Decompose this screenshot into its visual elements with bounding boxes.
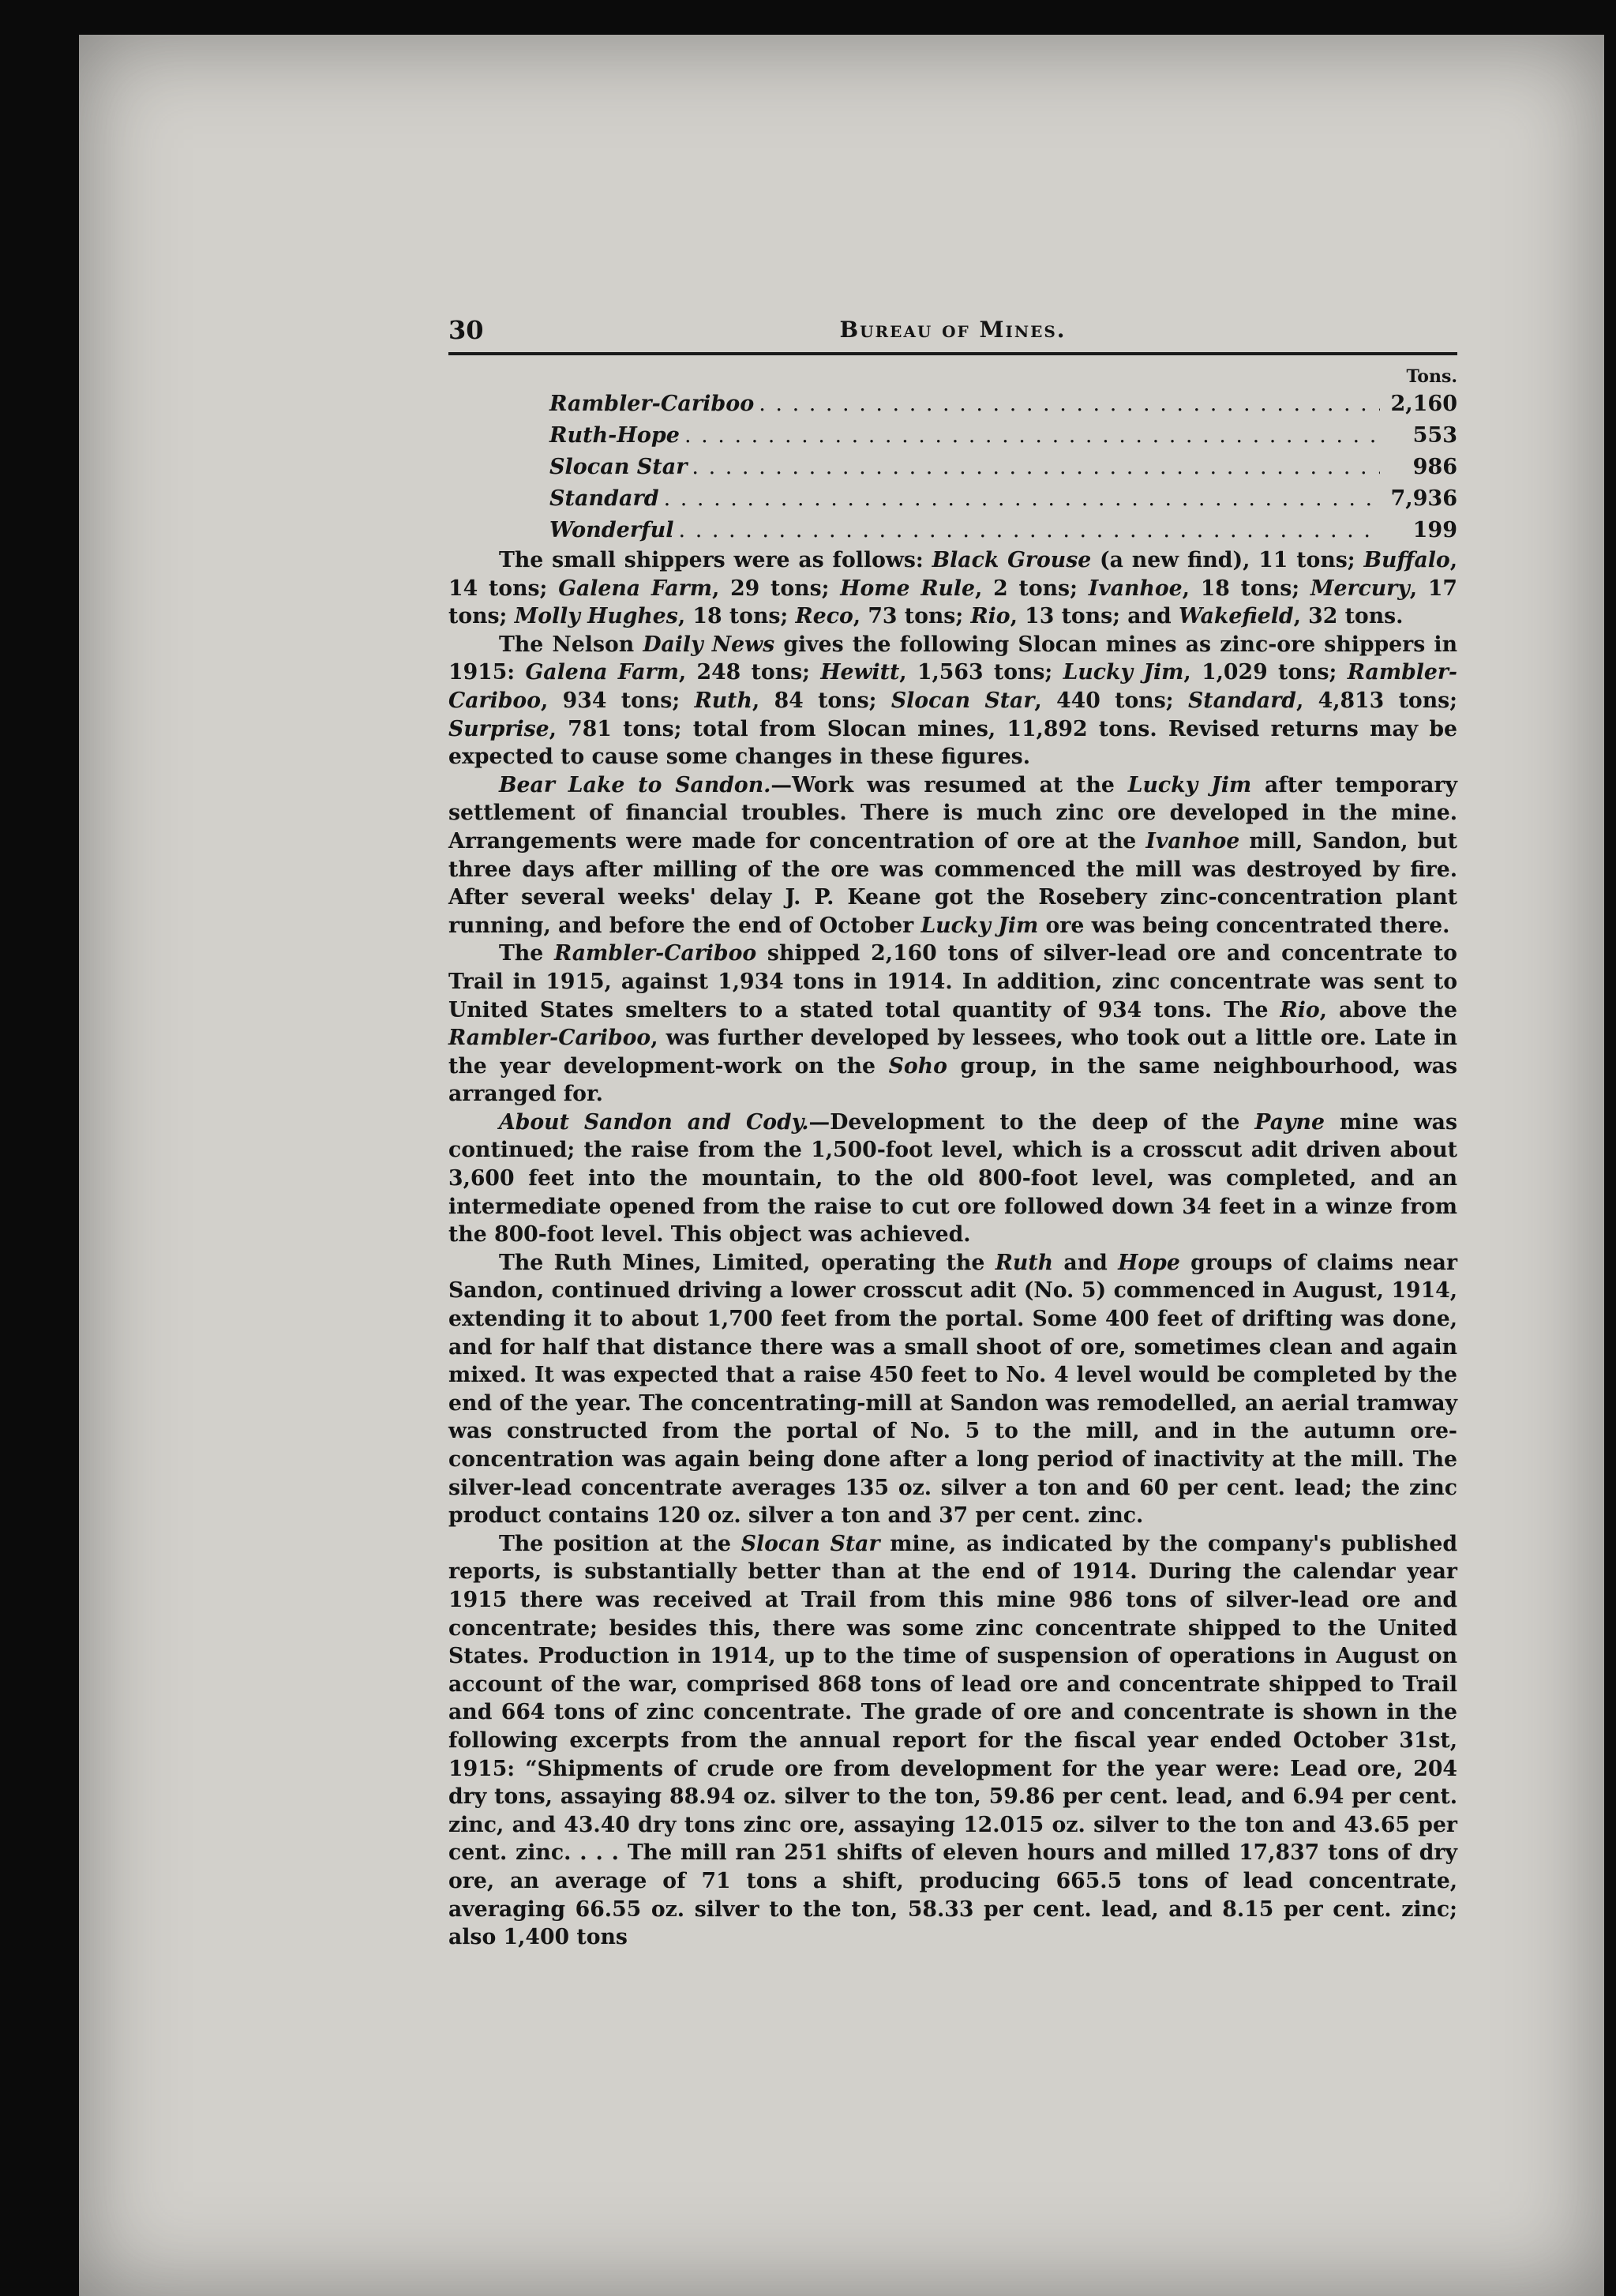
- leader-dots: [684, 420, 1380, 452]
- italic-term: Bear Lake to Sandon.: [499, 772, 771, 797]
- text-run: The Nelson: [499, 632, 643, 657]
- mine-name: Slocan Star: [549, 455, 688, 479]
- paragraph-bear-lake-to-sandon: [448, 771, 1457, 940]
- italic-term: Standard: [1187, 688, 1296, 713]
- text-run: , 1,563 tons;: [899, 660, 1063, 685]
- italic-term: Rambler-Cariboo: [448, 660, 1458, 713]
- leader-dots: [664, 483, 1380, 515]
- italic-term: Slocan Star: [741, 1531, 880, 1556]
- text-run: mine was continued; the raise from the 1,500-foot level, which is a crosscut adit driven about 3,600 feet into the mountain, to the old 800-foot level, was completed, and an intermediate opened from the raise to cut ore followed down 34 feet in a winze from the 800-foot level. This object was achieved.: [448, 1109, 1457, 1247]
- leader-dots: [759, 388, 1380, 420]
- leader-dots: [692, 452, 1380, 483]
- italic-term: Ivanhoe: [1088, 576, 1183, 601]
- table-row: [549, 452, 1457, 483]
- mine-name: Rambler-Cariboo: [549, 392, 755, 416]
- text-run: , 781 tons; total from Slocan mines, 11,892 tons. Revised returns may be expected to cause some changes in these figures.: [448, 716, 1457, 770]
- text-run: (a new find), 11 tons;: [1091, 548, 1364, 572]
- paragraph-rambler-cariboo: [448, 940, 1457, 1109]
- table-column-header: Tons.: [1406, 366, 1457, 387]
- italic-term: Payne: [1254, 1109, 1325, 1135]
- table-row: [549, 515, 1457, 546]
- text-run: , 18 tons;: [677, 604, 796, 629]
- page-header: [448, 316, 1457, 355]
- text-run: , 73 tons;: [853, 604, 971, 629]
- text-run: , 934 tons;: [541, 688, 695, 713]
- tonnage-value: 7,936: [1390, 486, 1457, 511]
- text-run: ore was being concentrated there.: [1038, 913, 1450, 938]
- italic-term: Mercury: [1310, 576, 1410, 601]
- text-run: gives the following Slocan mines as zinc-ore shippers in 1915:: [448, 632, 1457, 685]
- text-run: shipped 2,160 tons of silver-lead ore and concentrate to Trail in 1915, against 1,934 tons in 1914. In addition, zinc concentrate was sent to United States smelters to a stated total quantity of 934 tons. The: [448, 941, 1457, 1022]
- tonnage-value: 2,160: [1390, 392, 1457, 416]
- italic-term: Rambler-Cariboo: [553, 941, 757, 966]
- text-run: group, in the same neighbourhood, was arranged for.: [448, 1053, 1457, 1107]
- paragraph-small-shippers: [448, 546, 1457, 631]
- text-run: , 440 tons;: [1034, 688, 1188, 713]
- text-run: , 1,029 tons;: [1183, 660, 1348, 685]
- text-run: The position at the: [499, 1531, 741, 1556]
- text-run: , 13 tons; and: [1010, 604, 1179, 629]
- italic-term: Rio: [1280, 997, 1320, 1022]
- text-run: , 14 tons;: [448, 548, 1457, 601]
- italic-term: Hope: [1118, 1250, 1180, 1275]
- text-run: , above the: [1319, 997, 1457, 1022]
- italic-term: Hewitt: [820, 660, 900, 685]
- leader-dots: [679, 515, 1380, 546]
- italic-term: Black Grouse: [932, 548, 1092, 572]
- text-run: The: [499, 941, 554, 966]
- tonnage-value: 986: [1412, 455, 1457, 479]
- tonnage-value: 199: [1412, 518, 1457, 542]
- italic-term: Buffalo: [1363, 548, 1450, 572]
- mine-name: Wonderful: [549, 518, 674, 542]
- text-run: , 2 tons;: [975, 576, 1089, 601]
- paragraph-about-sandon-and-cody: [448, 1109, 1457, 1249]
- tonnage-table: [448, 365, 1457, 546]
- text-run: —Work was resumed at the: [771, 772, 1128, 797]
- italic-term: Lucky Jim: [1063, 660, 1184, 685]
- text-run: , 17 tons;: [448, 576, 1457, 629]
- table-row: [549, 483, 1457, 515]
- italic-term: About Sandon and Cody.: [499, 1109, 809, 1135]
- text-run: , 29 tons;: [711, 576, 841, 601]
- text-run: and: [1053, 1250, 1119, 1275]
- text-run: , 4,813 tons;: [1295, 688, 1457, 713]
- table-row: [549, 388, 1457, 420]
- text-run: , 84 tons;: [752, 688, 891, 713]
- italic-term: Rambler-Cariboo: [448, 1026, 651, 1051]
- text-run: groups of claims near Sandon, continued driving a lower crosscut adit (No. 5) commenced in August, 1914, extending it to about 1,700 feet from the portal. Some 400 feet of drifting was done, and for half that distance there was a small shoot of ore, sometimes clean and again mixed. It was expected that a raise 450 feet to No. 4 level would be completed by the end of the year. The concentrating-mill at Sandon was remodelled, an aerial tramway was constructed from the portal of No. 5 to the mill, and in the autumn ore-concentration was again being done after a long period of inactivity at the mill. The silver-lead concentrate averages 135 oz. silver a ton and 60 per cent. lead; the zinc product contains 120 oz. silver a ton and 37 per cent. zinc.: [448, 1250, 1458, 1529]
- italic-term: Surprise: [448, 716, 549, 741]
- italic-term: Ivanhoe: [1145, 828, 1240, 853]
- text-run: , 248 tons;: [678, 660, 821, 685]
- italic-term: Ruth: [694, 688, 752, 713]
- italic-term: Reco: [795, 604, 853, 629]
- text-run: mine, as indicated by the company's published reports, is substantially better than at the end of 1914. During the calendar year 1915 there was received at Trail from this mine 986 tons of silver-lead ore and concentrate; besides this, there was some zinc concentrate shipped to the United States. Production in 1914, up to the time of suspension of operations in August on account of the war, comprised 868 tons of lead ore and concentrate shipped to Trail and 664 tons of zinc concentrate. The grade of ore and concentrate is shown in the following excerpts from the annual report for the fiscal year ended October 31st, 1915: “Shipments of crude ore from development for the year were: Lead ore, 204 dry tons, assaying 88.94 oz. silver to the ton, 59.86 per cent. lead, and 6.94 per cent. zinc, and 43.40 dry tons zinc ore, assaying 12.015 oz. silver to the ton and 43.65 per cent. zinc. . . . The mill ran 251 shifts of eleven hours and milled 17,837 tons of dry ore, an average of 71 tons a shift, producing 665.5 tons of lead concentrate, averaging 66.55 oz. silver to the ton, 58.33 per cent. lead, and 8.15 per cent. zinc; also 1,400 tons: [448, 1531, 1458, 1950]
- mine-name: Standard: [549, 486, 659, 511]
- italic-term: Molly Hughes: [514, 604, 678, 629]
- italic-term: Soho: [888, 1053, 947, 1079]
- italic-term: Slocan Star: [890, 688, 1035, 713]
- italic-term: Galena Farm: [525, 660, 679, 685]
- paragraph-ruth-mines: [448, 1249, 1457, 1530]
- italic-term: Wakefield: [1178, 604, 1294, 629]
- scanned-page: [79, 35, 1604, 2296]
- running-head: Bureau of Mines.: [839, 317, 1067, 343]
- text-run: mill, Sandon, but three days after milling of the ore was commenced the mill was destroyed by fire. After several weeks' delay J. P. Keane got the Rosebery zinc-concentration plant running, and before the end of October: [448, 828, 1457, 938]
- text-run: , 18 tons;: [1182, 576, 1310, 601]
- page-body: [448, 316, 1457, 1952]
- text-run: , 32 tons.: [1293, 604, 1404, 629]
- table-row: [549, 420, 1457, 452]
- text-run: after temporary settlement of financial troubles. There is much zinc ore developed in the mine. Arrangements were made for concentration of ore at the: [448, 772, 1457, 853]
- italic-term: Galena Farm: [558, 576, 712, 601]
- page-number: 30: [448, 315, 484, 345]
- paragraph-slocan-star: [448, 1530, 1457, 1952]
- body-text: [448, 546, 1457, 1952]
- text-run: —Development to the deep of the: [808, 1109, 1255, 1135]
- italic-term: Lucky Jim: [1127, 772, 1252, 797]
- mine-name: Ruth-Hope: [549, 423, 680, 448]
- text-run: , was further developed by lessees, who took out a little ore. Late in the year development-work on the: [448, 1026, 1457, 1079]
- italic-term: Lucky Jim: [920, 913, 1039, 938]
- italic-term: Home Rule: [840, 576, 976, 601]
- italic-term: Ruth: [995, 1250, 1054, 1275]
- tonnage-value: 553: [1412, 423, 1457, 448]
- italic-term: Rio: [970, 604, 1010, 629]
- paragraph-zinc-shippers: [448, 631, 1457, 771]
- italic-term: Daily News: [643, 632, 775, 657]
- text-run: The small shippers were as follows:: [499, 548, 932, 572]
- text-run: The Ruth Mines, Limited, operating the: [499, 1250, 995, 1275]
